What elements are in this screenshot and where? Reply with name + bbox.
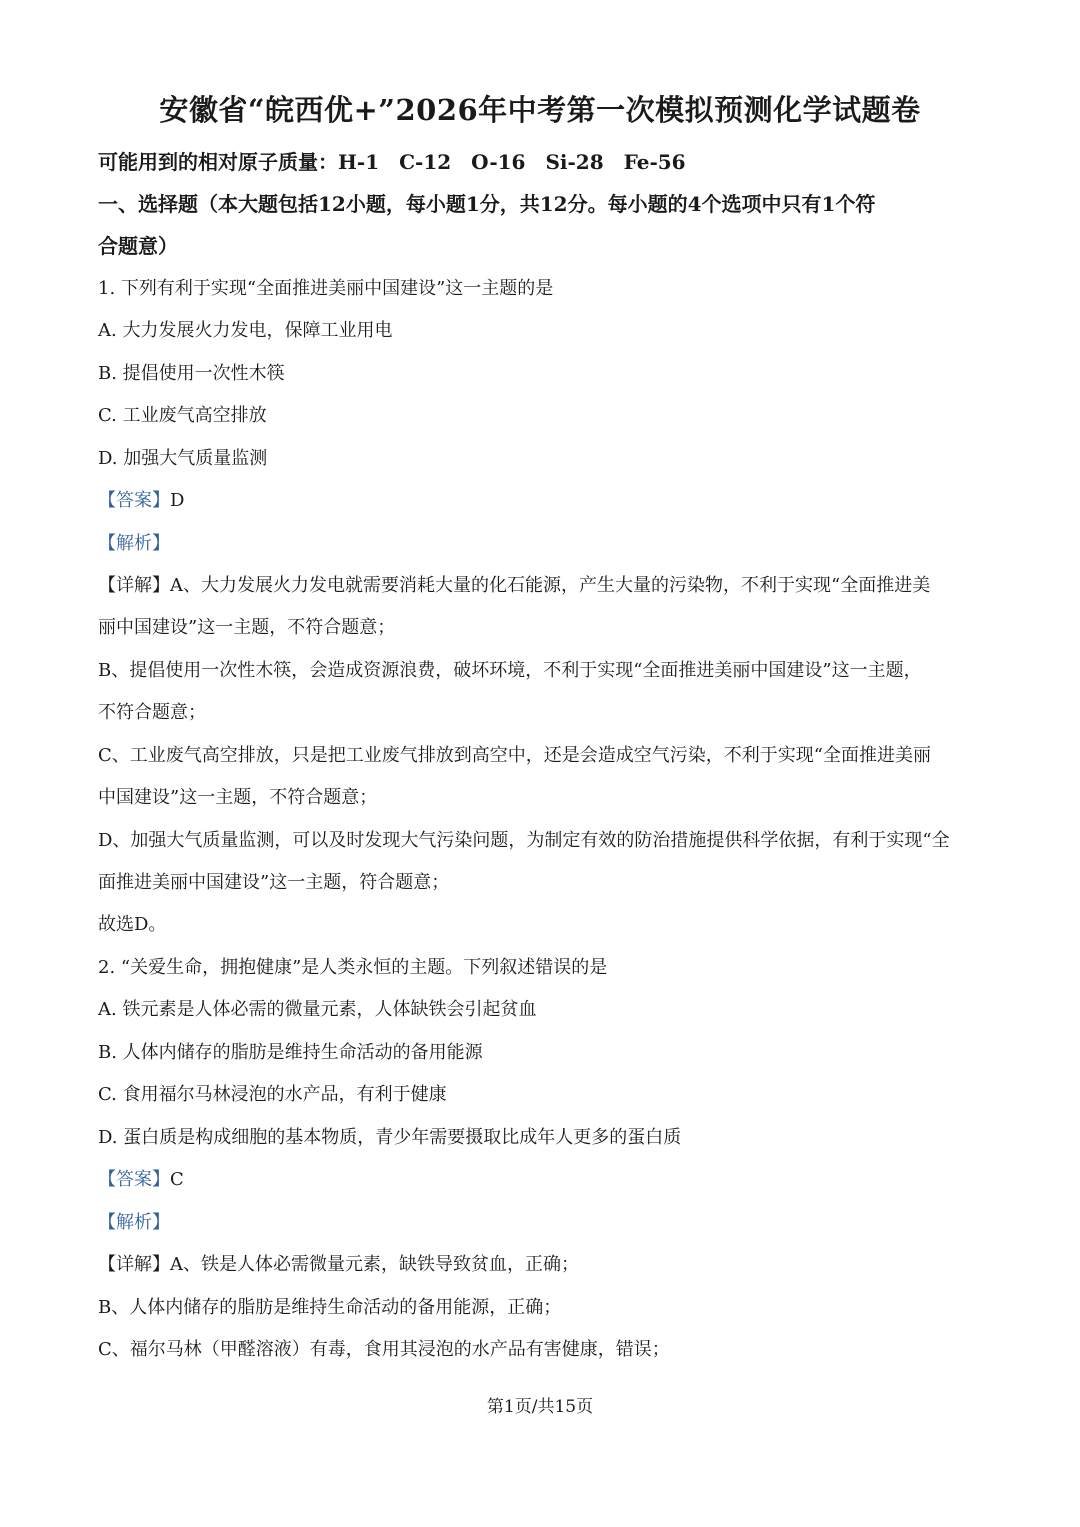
q1-option-a: A. 大力发展火力发电，保障工业用电 [98, 320, 393, 341]
page-footer: 第1页/共15页 [486, 1397, 594, 1417]
q2-detail-line [98, 1253, 988, 1277]
q1-stem: 1. 下列有利于实现“全面推进美丽中国建设”这一主题的是 [98, 278, 554, 299]
q1-option-d: D. 加强大气质量监测 [98, 448, 268, 469]
q1-option-c: C. 工业废气高空排放 [98, 405, 267, 426]
q2-detail-line: B、人体内储存的脂肪是维持生命活动的备用能源，正确； [98, 1297, 562, 1318]
q1-detail-line [98, 574, 988, 598]
detail-tag: 【详解】 [98, 575, 170, 596]
q2-option-c: C. 食用福尔马林浸泡的水产品，有利于健康 [98, 1084, 447, 1105]
q1-answer: D [170, 490, 185, 511]
q2-stem: 2. “关爱生命，拥抱健康”是人类永恒的主题。下列叙述错误的是 [98, 957, 608, 978]
q1-conclusion: 故选D。 [98, 914, 167, 935]
q2-answer: C [170, 1169, 184, 1190]
atomic-mass-line: 可能用到的相对原子质量：H-1 C-12 O-16 Si-28 Fe-56 [98, 150, 686, 174]
q2-option-d: D. 蛋白质是构成细胞的基本物质，青少年需要摄取比成年人更多的蛋白质 [98, 1127, 682, 1148]
q2-detail-text: A、铁是人体必需微量元素，缺铁导致贫血，正确； [170, 1254, 579, 1275]
q1-detail-line: 丽中国建设”这一主题，不符合题意； [98, 617, 396, 638]
answer-tag: 【答案】 [98, 490, 170, 511]
q1-analysis-tag: 【解析】 [98, 533, 170, 554]
q2-answer-line [98, 1168, 988, 1192]
q2-option-b: B. 人体内储存的脂肪是维持生命活动的备用能源 [98, 1042, 483, 1063]
q1-detail-line: C、工业废气高空排放，只是把工业废气排放到高空中，还是会造成空气污染，不利于实现“全面推进美丽 [98, 745, 931, 766]
page-title: 安徽省“皖西优+”2026年中考第一次模拟预测化学试题卷 [159, 93, 921, 127]
answer-tag: 【答案】 [98, 1169, 170, 1190]
q2-analysis-tag: 【解析】 [98, 1212, 170, 1233]
section-heading-line-2: 合题意） [98, 234, 178, 258]
q1-answer-line [98, 489, 988, 513]
q1-detail-line: 中国建设”这一主题，不符合题意； [98, 787, 378, 808]
q1-detail-line: 面推进美丽中国建设”这一主题，符合题意； [98, 872, 450, 893]
q1-detail-line: B、提倡使用一次性木筷，会造成资源浪费，破坏环境，不利于实现“全面推进美丽中国建设”这一主题， [98, 660, 922, 681]
detail-tag: 【详解】 [98, 1254, 170, 1275]
q2-option-a: A. 铁元素是人体必需的微量元素，人体缺铁会引起贫血 [98, 999, 537, 1020]
q2-detail-line: C、福尔马林（甲醛溶液）有毒，食用其浸泡的水产品有害健康，错误； [98, 1339, 670, 1360]
q1-detail-line: D、加强大气质量监测，可以及时发现大气污染问题，为制定有效的防治措施提供科学依据，有利于实现“全 [98, 830, 950, 851]
q1-detail-text: A、大力发展火力发电就需要消耗大量的化石能源，产生大量的污染物，不利于实现“全面推进美 [170, 575, 931, 596]
q1-option-b: B. 提倡使用一次性木筷 [98, 363, 285, 384]
section-heading-line-1: 一、选择题（本大题包括12小题，每小题1分，共12分。每小题的4个选项中只有1个符 [98, 192, 876, 216]
q1-detail-line: 不符合题意； [98, 702, 206, 723]
